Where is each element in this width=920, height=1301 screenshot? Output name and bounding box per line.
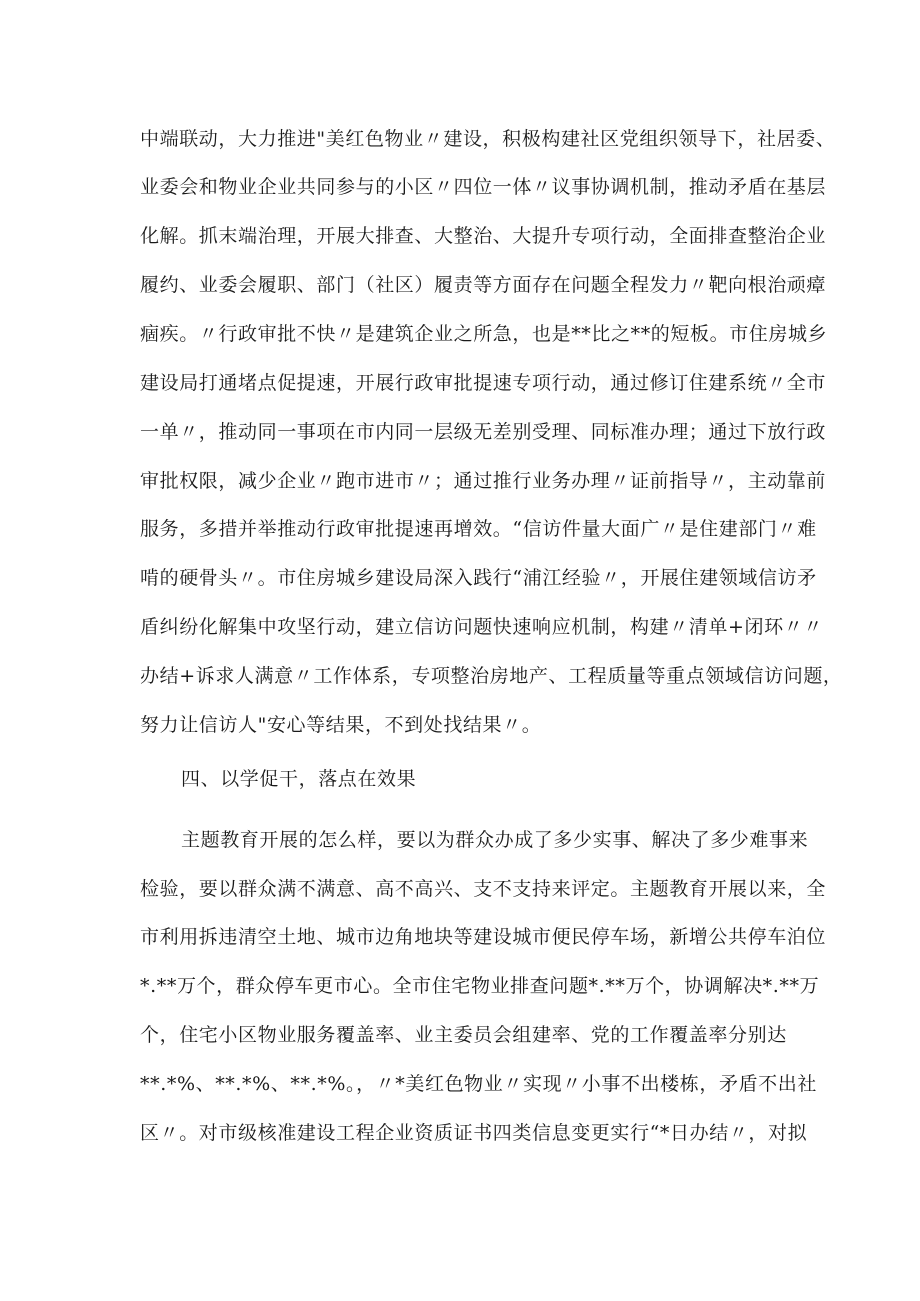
body-text-line: 努力让信访人"安心等结果，不到处找结果〃。 (140, 714, 542, 736)
body-text-line: 一单〃，推动同一事项在市内同一层级无差别受理、同标准办理；通过下放行政 (140, 421, 827, 443)
body-text-line: 市利用拆违清空土地、城市边角地块等建设城市便民停车场，新增公共停车泊位 (140, 926, 827, 948)
body-text-line: 业委会和物业企业共同参与的小区〃四位一体〃议事协调机制，推动矛盾在基层 (140, 176, 827, 198)
body-text-line: 盾纠纷化解集中攻坚行动，建立信访问题快速响应机制，构建〃清单+闭环〃〃 (140, 616, 823, 638)
body-text-line: 啃的硬骨头〃。市住房城乡建设局深入践行“浦江经验〃，开展住建领域信访矛 (140, 567, 817, 589)
body-text-line: 检验，要以群众满不满意、高不高兴、支不支持来评定。主题教育开展以来，全 (140, 878, 827, 900)
body-text-line: 个，住宅小区物业服务覆盖率、业主委员会组建率、党的工作覆盖率分别达 (140, 1024, 787, 1046)
section-heading: 四、以学促干，落点在效果 (181, 768, 417, 790)
body-text-line: 主题教育开展的怎么样，要以为群众办成了多少实事、解决了多少难事来 (181, 829, 809, 851)
body-text-line: **.*%、**.*%、**.*%。，〃*美红色物业〃实现〃小事不出楼栋，矛盾不出社 (140, 1073, 817, 1095)
body-text-line: 建设局打通堵点促提速，开展行政审批提速专项行动，通过修订住建系统〃全市 (140, 372, 827, 394)
body-text-line: 审批权限，减少企业〃跑市进市〃；通过推行业务办理〃证前指导〃，主动靠前 (140, 470, 827, 492)
body-text-line: 化解。抓末端治理，开展大排查、大整治、大提升专项行动，全面排查整治企业 (140, 225, 827, 247)
body-text-line: 痼疾。〃行政审批不快〃是建筑企业之所急，也是**比之**的短板。市住房城乡 (140, 323, 828, 345)
body-text-line: 区〃。对市级核准建设工程企业资质证书四类信息变更实行“*日办结〃，对拟 (140, 1122, 808, 1144)
body-text-line: 办结+诉求人满意〃工作体系，专项整治房地产、工程质量等重点领域信访问题， (140, 665, 843, 687)
body-text-line: *.**万个，群众停车更市心。全市住宅物业排查问题*.**万个，协调解决*.**万 (140, 975, 820, 997)
body-text-line: 履约、业委会履职、部门（社区）履责等方面存在问题全程发力〃靶向根治顽瘴 (140, 274, 827, 296)
body-text-line: 中端联动，大力推进"美红色物业〃建设，积极构建社区党组织领导下，社居委、 (140, 128, 836, 150)
body-text-line: 服务，多措并举推动行政审批提速再增效。“信访件量大面广〃是住建部门〃难 (140, 518, 817, 540)
